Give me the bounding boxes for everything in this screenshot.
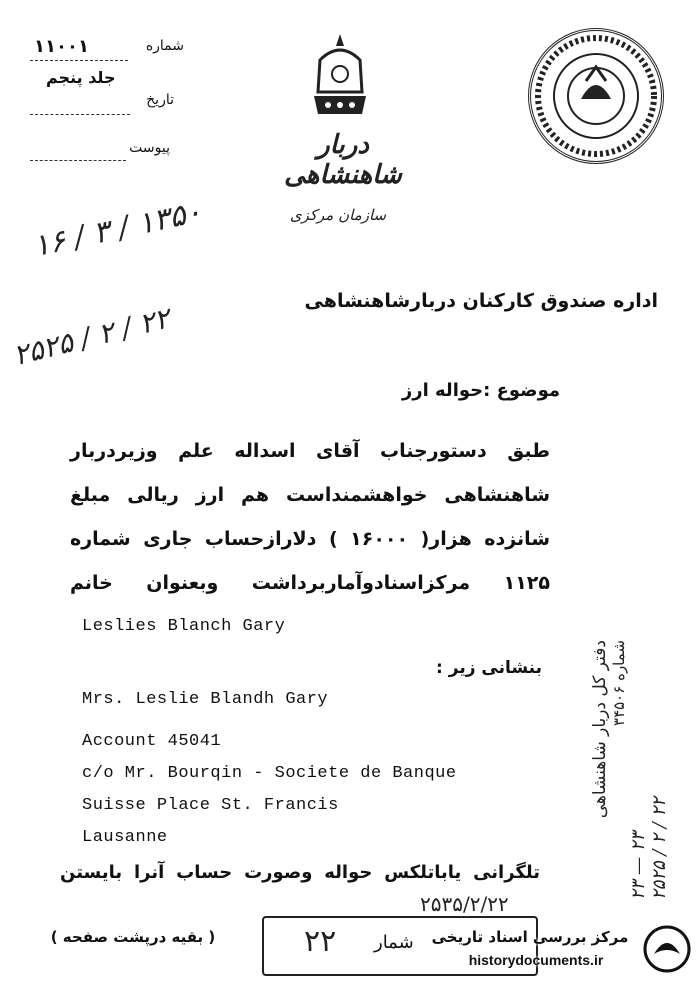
address-line-3: c/o Mr. Bourqin - Societe de Banque (82, 764, 457, 783)
body-line-1: طبق دستورجناب آقای اسداله علم وزیردربار (70, 440, 550, 462)
number-value: ۱۱۰۰۱ (34, 36, 89, 57)
watermark (430, 922, 696, 982)
address-line-5: Lausanne (82, 828, 168, 847)
volume-value: جلد پنجم (46, 68, 116, 87)
body-line-2: شاهنشاهی خواهشمنداست هم ارز ریالی مبلغ (70, 484, 550, 506)
continued-note: ( بقیه درپشت صفحه ) (50, 928, 216, 946)
body-line-3: شانزده هزار( ۱۶۰۰۰ ) دلارازحساب جاری شماره (70, 528, 550, 550)
bottom-stamp-number: ۲۲ (304, 924, 337, 959)
header-form (18, 36, 188, 166)
date-label: تاریخ (146, 92, 174, 108)
registry-stamp-line-4: ۲۵۲۵ / ۲ / ۲۲ (649, 797, 670, 900)
registry-stamp-line-3: ۲۳ — ۲۳ (628, 831, 649, 900)
handwritten-date: ۱۶ / ۳ / ۱۳۵۰ (30, 194, 205, 265)
crown-emblem (290, 30, 390, 130)
address-line-2: Account 45041 (82, 732, 222, 751)
handwritten-side-number: ۲۵۲۵ / ۲ / ۲۲ (10, 301, 173, 373)
addressee: اداره صندوق کارکنان دربارشاهنشاهی (304, 290, 658, 312)
bottom-stamp-top-number: ۲۵۳۵/۲/۲۲ (420, 892, 509, 916)
attachment-label: پیوست (129, 140, 170, 156)
registry-stamp-line-2: شماره ۳۴۵۰۶ (610, 640, 628, 726)
subject: موضوع :حواله ارز (401, 380, 560, 401)
address-line-1: Mrs. Leslie Blandh Gary (82, 690, 329, 709)
registry-stamp-line-1: دفتر کل دربار شاهنشاهی (590, 640, 610, 819)
address-label: بنشانی زیر : (436, 658, 542, 678)
registry-stamp (590, 640, 690, 900)
org-subtitle: سازمان مرکزی (289, 206, 387, 224)
watermark-line-1: مرکز بررسی اسناد تاریخی (431, 928, 629, 946)
number-label: شماره (145, 38, 184, 54)
court-title: دربار شاهنشاهی (284, 130, 402, 190)
watermark-line-2: historydocuments.ir (468, 952, 604, 968)
court-seal (528, 28, 664, 164)
date-line (30, 114, 130, 115)
watermark-logo-icon (642, 924, 692, 974)
address-line-4: Suisse Place St. Francis (82, 796, 339, 815)
bottom-stamp-label: شمار (374, 932, 414, 953)
closing-line: تلگرانی یاباتلکس حواله وصورت حساب آنرا بایستن (60, 862, 540, 883)
number-line (30, 60, 128, 61)
recipient-name: Leslies Blanch Gary (82, 617, 286, 636)
attachment-line (30, 160, 126, 161)
body-line-4: ۱۱۲۵ مرکزاسنادوآماربرداشت وبعنوان خانم (70, 572, 550, 594)
